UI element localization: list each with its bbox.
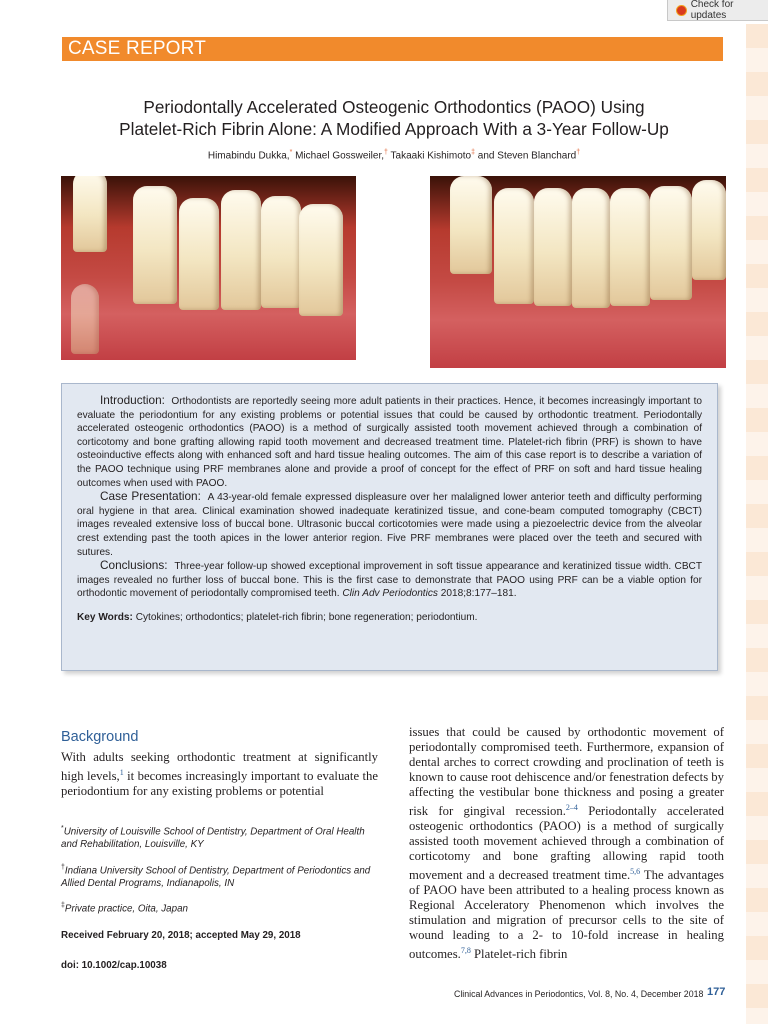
check-for-updates-button[interactable] <box>667 0 768 21</box>
author-mark: † <box>576 149 581 156</box>
body-text: issues that could be caused by orthodontic movement of periodontally compromised teeth. Furthermore, expansion of dental arches to correct crowding and proclination of teeth is known to cause root dehiscence and/or fenestration defects by affecting the vestibular bone thickness and posing a greater risk for gingival recession. <box>409 725 724 819</box>
body-text: With adults seeking orthodontic treatment at significantly high levels, <box>61 750 378 784</box>
author-mark: † <box>384 149 388 156</box>
check-for-updates-label: Check for updates <box>690 0 734 21</box>
body-text-right-column <box>409 725 724 963</box>
section-heading-background: Background <box>61 729 139 745</box>
author-name: Michael Gossweiler, <box>292 150 385 162</box>
doi-link[interactable]: doi: 10.1002/cap.10038 <box>61 960 167 971</box>
clinical-photo-after <box>430 176 726 368</box>
citation-details: 2018;8:177–181. <box>440 588 517 600</box>
abstract-case-heading: Case Presentation: <box>100 489 201 504</box>
affiliation-mark: † <box>61 864 65 871</box>
case-report-banner <box>62 37 723 61</box>
abstract-case-presentation <box>77 490 702 559</box>
received-dates: Received February 20, 2018; accepted May 29, 2018 <box>61 930 301 941</box>
reference-link[interactable]: 2–4 <box>565 803 578 812</box>
keywords-text: Cytokines; orthodontics; platelet-rich fibrin; bone regeneration; periodontium. <box>135 611 478 623</box>
abstract-conclusions-text: Three-year follow-up showed exceptional improvement in soft tissue appearance and keratinized tissue width. CBCT images revealed no further loss of buccal bone. This is the first case to demonstrate that PAOO using PRF can be a viable option for orthodontic movement of periodontally compromised teeth. <box>77 561 703 600</box>
citation-journal: Clin Adv Periodontics <box>342 588 438 600</box>
decorative-side-strip <box>746 24 768 1024</box>
author-list <box>40 149 748 161</box>
clinical-photo-before <box>61 176 356 360</box>
abstract-conclusions-heading: Conclusions: <box>100 558 168 573</box>
affiliation-text: Indiana University School of Dentistry, Department of Periodontics and Allied Dental Programs, Indianapolis, IN <box>61 865 371 890</box>
body-text: it becomes increasingly important to evaluate the periodontium for any existing problems or potential <box>61 769 378 799</box>
author-mark: * <box>289 149 293 156</box>
affiliation <box>61 899 381 915</box>
abstract-case-text: A 43-year-old female expressed displeasure over her malaligned lower anterior teeth and difficulty performing oral hygiene in that area. Clinical examination showed inadequate keratinized tissue, and cone-beam computed tomography (CBCT) images revealed extensive loss of buccal bone. Ultrasonic buccal corticotomies were made using a piezoelectric device from the alveolar crest extending past the tooth apices in the lower anterior region. Five PRF membranes were placed over the teeth and secured with sutures. <box>77 492 702 558</box>
author-name: and Steven Blanchard <box>475 150 577 162</box>
abstract-conclusions <box>77 559 702 601</box>
author-mark: ‡ <box>471 149 476 156</box>
body-text: Periodontally accelerated osteogenic orthodontics (PAOO) is a method of surgically assisted tooth movement achieved through a combination of corticotomy and bone grafting allowing rapid tooth movement and a decreased treatment time. <box>409 804 724 883</box>
affiliation-mark: ‡ <box>61 902 65 909</box>
banner-label: CASE REPORT <box>68 38 207 59</box>
body-text: Platelet-rich fibrin <box>470 947 568 962</box>
affiliation-text: Private practice, Oita, Japan <box>64 903 188 915</box>
affiliation-mark: * <box>61 825 64 832</box>
body-text: The advantages of PAOO have been attributed to a healing process known as Regional Acceleratory Phenomenon which involves the stimulation and migration of precursor cells to the site of wound leading to a 2- to 10-fold increase in healing outcomes. <box>409 868 724 962</box>
reference-link[interactable]: 1 <box>119 768 124 777</box>
affiliation <box>61 822 381 851</box>
reference-link[interactable]: 7,8 <box>460 946 471 956</box>
footer-journal-info: Clinical Advances in Periodontics, Vol. 8, No. 4, December 2018 <box>454 989 704 999</box>
abstract-intro-heading: Introduction: <box>100 393 165 407</box>
keywords-heading: Key Words: <box>77 611 133 623</box>
affiliation-text: University of Louisville School of Dentistry, Department of Oral Health and Rehabilitation, Louisville, KY <box>61 826 365 851</box>
title-line-1: Periodontally Accelerated Osteogenic Orthodontics (PAOO) Using <box>143 97 645 117</box>
abstract-introduction <box>77 394 702 490</box>
title-line-2: Platelet-Rich Fibrin Alone: A Modified Approach With a 3-Year Follow-Up <box>119 119 669 139</box>
abstract-box <box>61 383 718 671</box>
article-title <box>40 96 748 140</box>
author-name: Takaaki Kishimoto <box>387 150 472 162</box>
body-text-left-column <box>61 750 378 799</box>
abstract-intro-text: Orthodontists are reportedly seeing more adult patients in their practices. Hence, it becomes increasingly important to evaluate the periodontium for any existing problems or potential issues that could be caused by orthodontic treatment. Periodontally accelerated osteogenic orthodontics (PAOO) is a method of surgically assisted tooth movement achieved through a combination of corticotomy and bone grafting allowing rapid tooth movement and decreased treatment time. Platelet-rich fibrin (PRF) is shown to have osteoinductive effects along with enhanced soft and hard tissue healing outcomes. The aim of this case report is to describe a variation of the PAOO technique using PRF membranes alone and provide a proof of concept for the effect of PRF on soft and hard tissue healing outcomes when used with PAOO. <box>77 396 702 489</box>
affiliation <box>61 861 381 890</box>
author-name: Himabindu Dukka, <box>207 150 290 162</box>
crossmark-icon <box>676 5 687 16</box>
abstract-keywords <box>77 611 702 625</box>
reference-link[interactable]: 5,6 <box>630 867 641 877</box>
page-number: 177 <box>707 986 726 998</box>
